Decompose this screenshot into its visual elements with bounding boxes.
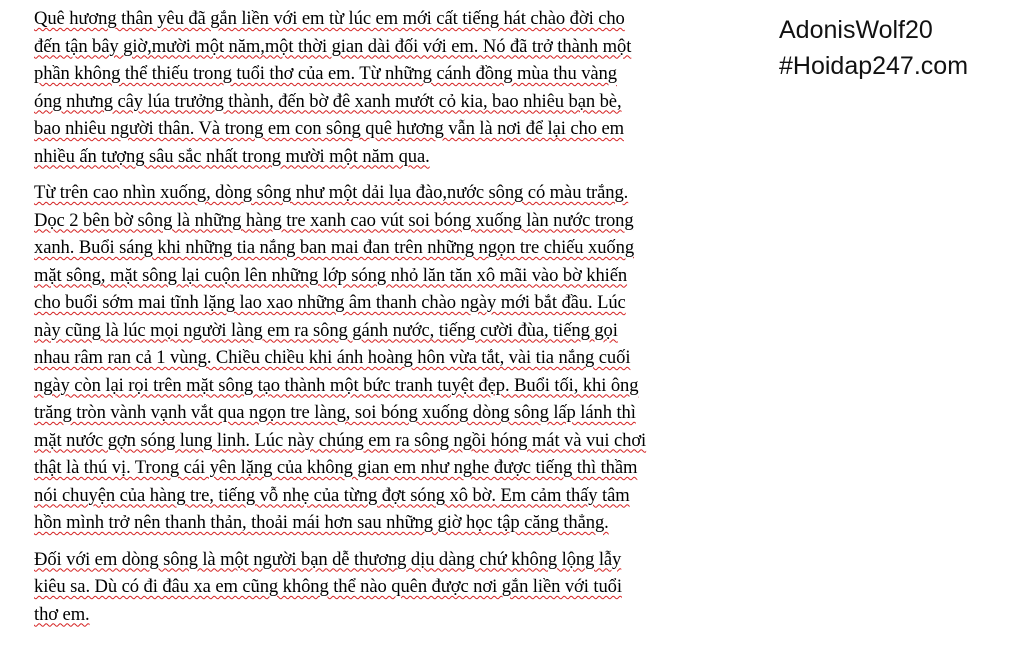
text-line: xanh. Buổi sáng khi những tia nắng ban mai đan trên những ngọn tre chiếu xuống bbox=[34, 237, 635, 258]
text-line: cho buổi sớm mai tĩnh lặng lao xao những âm thanh chào ngày mới bắt đầu. Lúc bbox=[34, 292, 626, 313]
text-line: trăng tròn vành vạnh vắt qua ngọn tre làng, soi bóng xuống dòng sông lấp lánh thì bbox=[34, 402, 636, 423]
text-line: thật là thú vị. Trong cái yên lặng của không gian em như nghe được tiếng thì thầm bbox=[34, 457, 638, 478]
watermark-author: AdonisWolf20 bbox=[779, 16, 933, 44]
text-line: Từ trên cao nhìn xuống, dòng sông như một dải lụa đào,nước sông có màu trắng. bbox=[34, 182, 629, 203]
text-line: bao nhiêu người thân. Và trong em con sông quê hương vẫn là nơi để lại cho em bbox=[34, 118, 624, 139]
text-line: nhau râm ran cả 1 vùng. Chiều chiều khi ánh hoàng hôn vừa tắt, vài tia nắng cuối bbox=[34, 347, 631, 368]
text-line: ngày còn lại rọi trên mặt sông tạo thành một bức tranh tuyệt đẹp. Buổi tối, khi ông bbox=[34, 374, 639, 396]
text-line: Đối với em dòng sông là một người bạn dễ thương dịu dàng chứ không lộng lẫy bbox=[34, 548, 622, 570]
text-line: mặt nước gợn sóng lung linh. Lúc này chúng em ra sông ngồi hóng mát và vui chơi bbox=[34, 429, 647, 451]
text-line: phần không thể thiếu trong tuổi thơ của em. Từ những cánh đồng mùa thu vàng bbox=[34, 63, 617, 84]
text-line: này cũng là lúc mọi người làng em ra sông gánh nước, tiếng cười đùa, tiếng gọi bbox=[34, 319, 618, 341]
paragraph-conclusion bbox=[34, 546, 779, 629]
text-line: Quê hương thân yêu đã gắn liền với em từ lúc em mới cất tiếng hát chào đời cho bbox=[34, 8, 625, 29]
watermark-site: #Hoidap247.com bbox=[779, 52, 969, 80]
text-line: Dọc 2 bên bờ sông là những hàng tre xanh cao vút soi bóng xuống làn nước trong bbox=[34, 209, 634, 231]
document-body bbox=[34, 5, 779, 628]
text-line: nhiều ấn tượng sâu sắc nhất trong mười một năm qua. bbox=[34, 145, 430, 167]
text-line: kiêu sa. Dù có đi đâu xa em cũng không thể nào quên được nơi gắn liền với tuổi bbox=[34, 576, 622, 597]
paragraph-body bbox=[34, 179, 779, 537]
watermark bbox=[779, 12, 968, 84]
text-line: mặt sông, mặt sông lại cuộn lên những lớp sóng nhỏ lăn tăn xô mãi vào bờ khiến bbox=[34, 264, 628, 286]
text-line: nói chuyện của hàng tre, tiếng vỗ nhẹ của từng đợt sóng xô bờ. Em cảm thấy tâm bbox=[34, 484, 630, 506]
text-line: thơ em. bbox=[34, 603, 90, 625]
text-line: hồn mình trở nên thanh thản, thoải mái hơn sau những giờ học tập căng thẳng. bbox=[34, 512, 609, 533]
text-line: óng nhưng cây lúa trưởng thành, đến bờ đê xanh mướt cỏ kia, bao nhiêu bạn bè, bbox=[34, 90, 622, 112]
paragraph-intro bbox=[34, 5, 779, 170]
text-line: đến tận bây giờ,mười một năm,một thời gian dài đối với em. Nó đã trở thành một bbox=[34, 35, 632, 57]
